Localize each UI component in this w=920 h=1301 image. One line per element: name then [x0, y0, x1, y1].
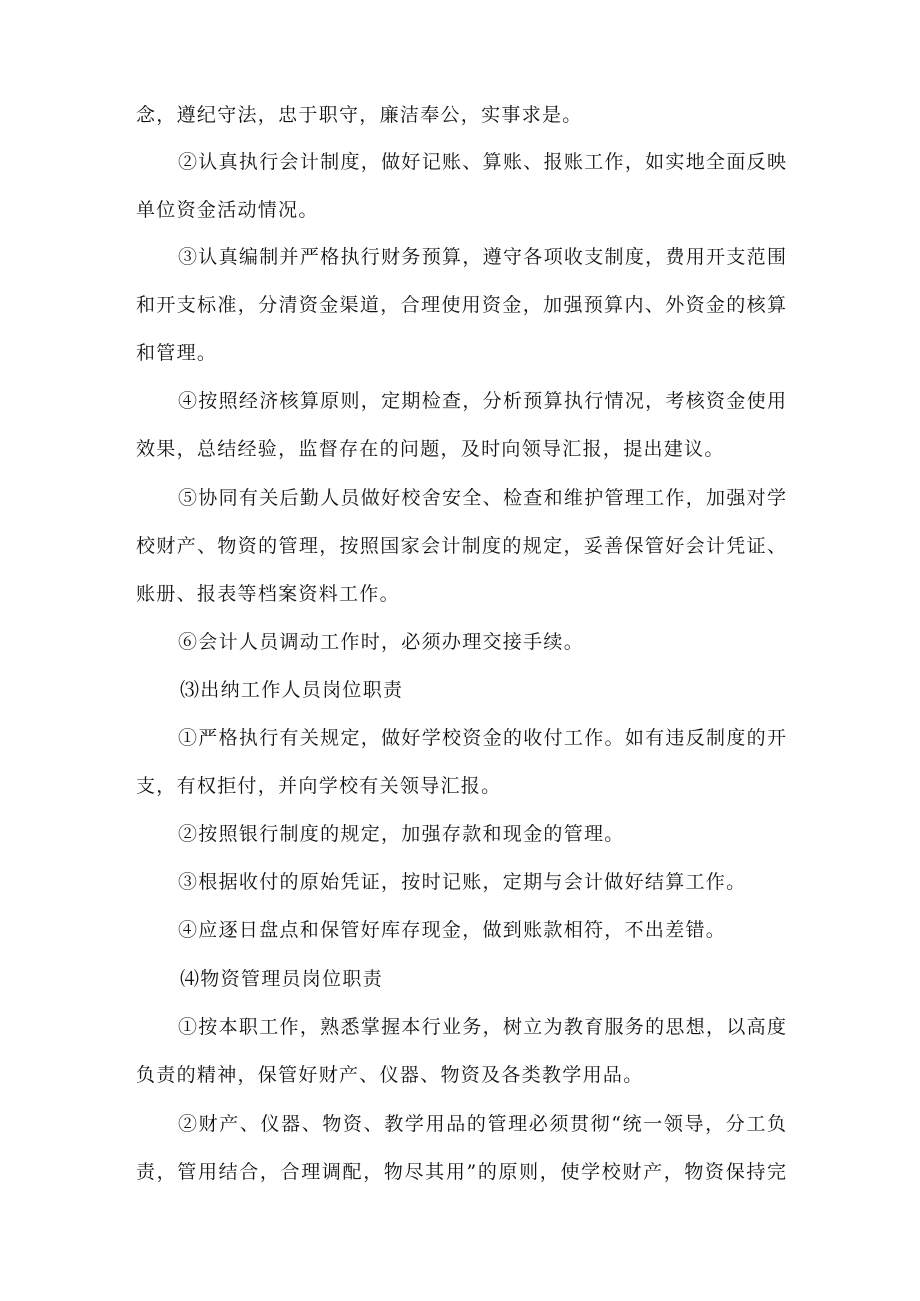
paragraph-line: 和管理。 [136, 342, 218, 364]
paragraph-line: 单位资金活动情况。 [136, 199, 319, 221]
paragraph-line: ③根据收付的原始凭证，按时记账，定期与会计做好结算工作。 [178, 871, 747, 893]
paragraph-line: 效果，总结经验，监督存在的问题，及时向领导汇报，提出建议。 [136, 438, 725, 460]
section-heading: ⑷物资管理员岗位职责 [180, 968, 384, 990]
paragraph-line: ④应逐日盘点和保管好库存现金，做到账款相符，不出差错。 [178, 919, 727, 941]
paragraph-line: ②财产、仪器、物资、教学用品的管理必须贯彻“统一领导，分工负 [178, 1113, 786, 1135]
paragraph-line: 账册、报表等档案资料工作。 [136, 583, 400, 605]
paragraph-line: 和开支标准，分清资金渠道，合理使用资金，加强预算内、外资金的核算 [136, 294, 786, 316]
paragraph-line: 校财产、物资的管理，按照国家会计制度的规定，妥善保管好会计凭证、 [136, 535, 786, 557]
paragraph-line: 支，有权拒付，并向学校有关领导汇报。 [136, 775, 502, 797]
paragraph-line: ③认真编制并严格执行财务预算，遵守各项收支制度，费用开支范围 [178, 246, 786, 268]
paragraph-line: ②按照银行制度的规定，加强存款和现金的管理。 [178, 823, 625, 845]
paragraph-line: ④按照经济核算原则，定期检查，分析预算执行情况，考核资金使用 [178, 390, 786, 412]
paragraph-line: ①严格执行有关规定，做好学校资金的收付工作。如有违反制度的开 [178, 727, 786, 749]
paragraph-line: 责，管用结合，合理调配，物尽其用”的原则，使学校财产，物资保持完 [136, 1161, 786, 1183]
paragraph-line: ⑤协同有关后勤人员做好校舍安全、检查和维护管理工作，加强对学 [178, 487, 786, 509]
paragraph-line: 念，遵纪守法，忠于职守，廉洁奉公，实事求是。 [136, 104, 583, 126]
paragraph-line: ②认真执行会计制度，做好记账、算账、报账工作，如实地全面反映 [178, 151, 786, 173]
paragraph-line: ⑥会计人员调动工作时，必须办理交接手续。 [178, 631, 585, 653]
section-heading: ⑶出纳工作人员岗位职责 [180, 679, 404, 701]
paragraph-line: 负责的精神，保管好财产、仪器、物资及各类教学用品。 [136, 1064, 644, 1086]
paragraph-line: ①按本职工作，熟悉掌握本行业务，树立为教育服务的思想，以高度 [178, 1016, 786, 1038]
